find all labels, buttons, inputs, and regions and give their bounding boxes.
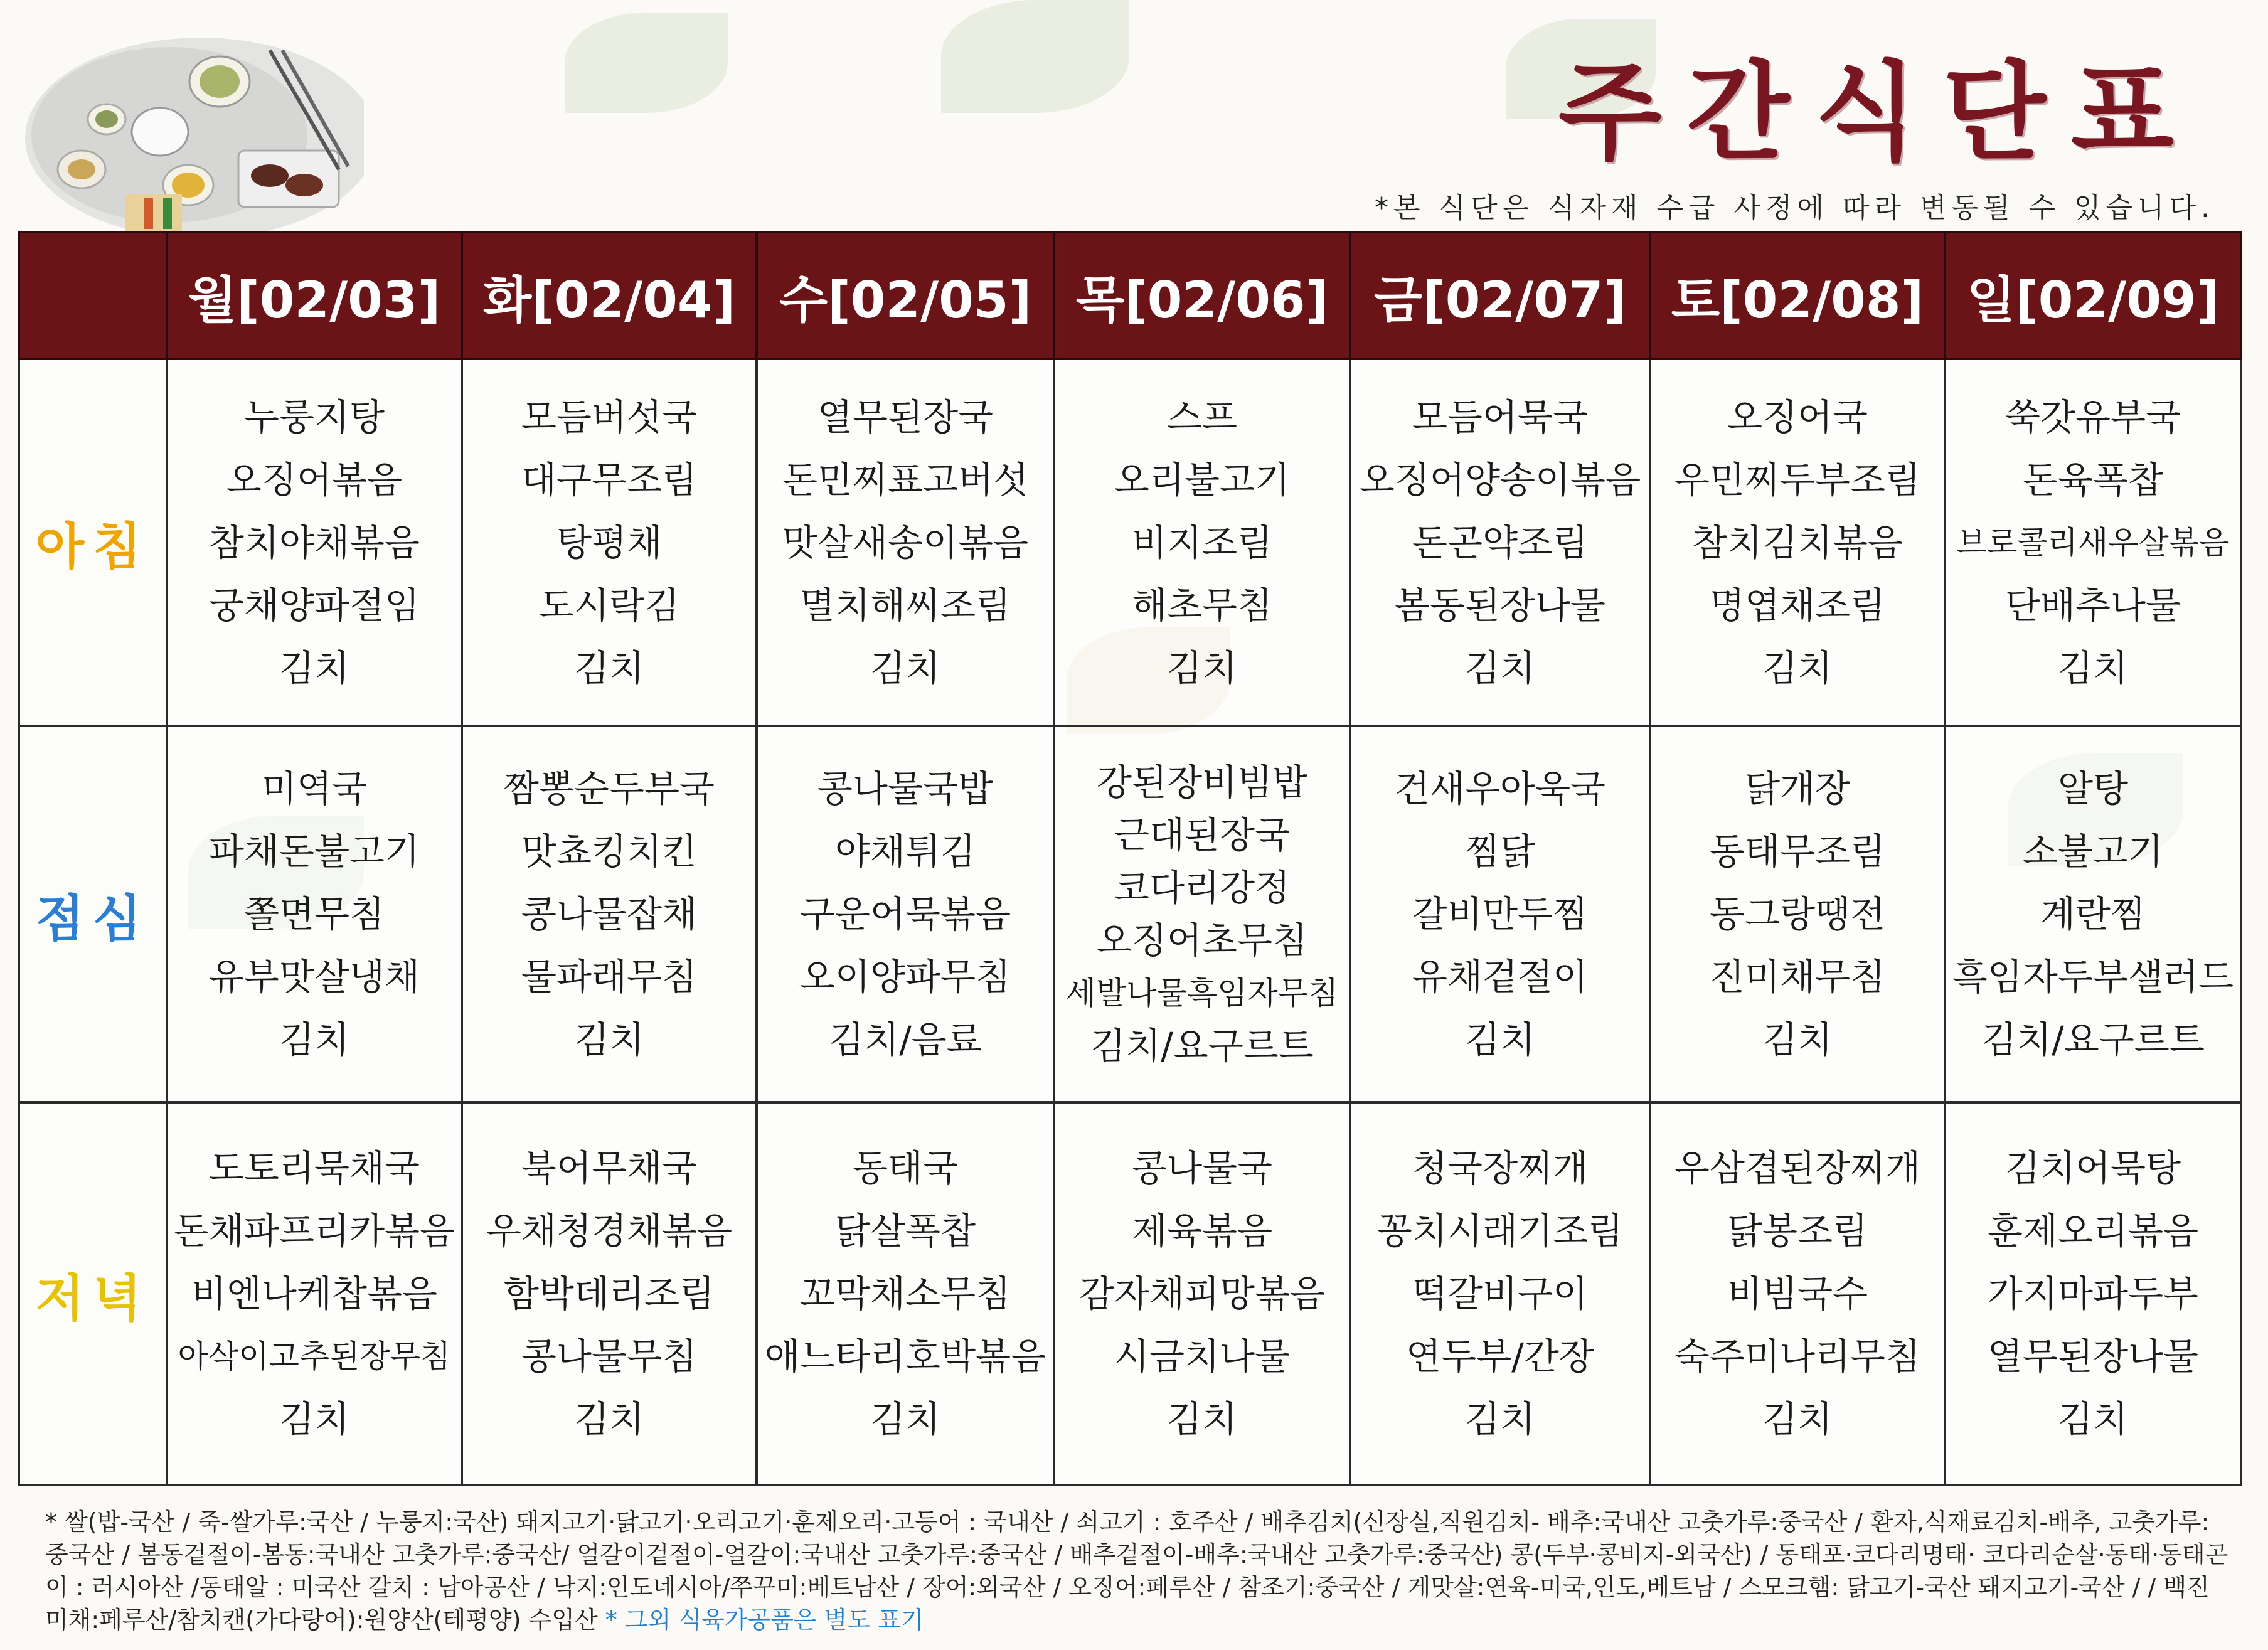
- menu-item: 콩나물국: [1131, 1147, 1273, 1190]
- dinner-row: [19, 1102, 2241, 1485]
- origin-footnote: [45, 1506, 2228, 1636]
- menu-item: 소불고기: [2022, 830, 2164, 873]
- menu-item: 강된장비빔밥: [1096, 761, 1308, 804]
- menu-cell: [1945, 1102, 2241, 1485]
- menu-cell: [167, 1102, 462, 1485]
- menu-item: 계란찜: [2040, 893, 2146, 935]
- menu-item: 가지마파두부: [1987, 1272, 2199, 1315]
- menu-item: 유채겉절이: [1412, 955, 1589, 998]
- menu-item: 도토리묵채국: [208, 1147, 420, 1190]
- menu-item: 멸치해씨조림: [799, 583, 1011, 627]
- menu-item: 아삭이고추된장무침: [178, 1338, 451, 1375]
- day-header-sun: 일[02/09]: [1945, 232, 2241, 359]
- menu-item: 김치: [2057, 1398, 2129, 1440]
- menu-cell: [1054, 359, 1350, 726]
- menu-item: 비지조림: [1131, 521, 1273, 564]
- menu-item: 닭봉조림: [1727, 1210, 1868, 1252]
- menu-item: 숙주미나리무침: [1674, 1335, 1921, 1378]
- menu-cell: [167, 726, 462, 1102]
- menu-item: 알탕: [2057, 767, 2129, 810]
- menu-item: 미역국: [261, 767, 368, 810]
- menu-item: 김치: [573, 646, 645, 689]
- menu-item: 김치: [1762, 1398, 1833, 1440]
- menu-item: 김치: [1166, 1398, 1238, 1440]
- menu-item: 세발나물흑임자무침: [1065, 975, 1339, 1011]
- menu-item: 돈채파프리카볶음: [173, 1210, 455, 1252]
- menu-item: 김치/요구르트: [1090, 1025, 1314, 1067]
- menu-item: 대구무조림: [521, 458, 698, 501]
- menu-cell: [1945, 359, 2241, 726]
- menu-item: 김치: [1464, 1018, 1536, 1061]
- menu-cell: [1054, 726, 1350, 1102]
- menu-item: 훈제오리볶음: [1987, 1210, 2199, 1252]
- menu-cell: [462, 726, 757, 1102]
- menu-cell: [1945, 726, 2241, 1102]
- menu-item: 김치: [1464, 1398, 1536, 1440]
- day-header-fri: 금[02/07]: [1350, 232, 1650, 359]
- menu-item: 김치/음료: [829, 1018, 982, 1061]
- menu-item: 김치: [1464, 646, 1536, 689]
- menu-item: 비엔나케찹볶음: [191, 1272, 438, 1315]
- menu-item: 김치: [279, 1018, 350, 1061]
- menu-item: 동태국: [852, 1147, 959, 1190]
- menu-item: 물파래무침: [521, 955, 698, 998]
- menu-item: 콩나물무침: [521, 1335, 698, 1378]
- menu-item: 꼬막채소무침: [799, 1272, 1011, 1315]
- day-header-thu: 목[02/06]: [1054, 232, 1350, 359]
- menu-cell: [757, 726, 1054, 1102]
- menu-item: 찜닭: [1464, 830, 1536, 873]
- menu-item: 쑥갓유부국: [2004, 395, 2181, 439]
- menu-item: 김치: [1762, 1018, 1833, 1061]
- menu-item: 야채튀김: [834, 830, 976, 873]
- menu-item: 탕평채: [556, 521, 663, 564]
- menu-item: 우채청경채볶음: [486, 1210, 733, 1252]
- menu-cell: [167, 359, 462, 726]
- weekly-menu-table: [18, 231, 2242, 1486]
- meal-label-dinner: 저녁: [19, 1102, 167, 1485]
- menu-item: 비빔국수: [1727, 1272, 1868, 1315]
- menu-item: 오리불고기: [1114, 458, 1291, 501]
- menu-item: 열무된장국: [817, 395, 994, 439]
- day-header-mon: 월[02/03]: [167, 232, 462, 359]
- day-header-sat: 토[02/08]: [1650, 232, 1945, 359]
- header-row: [19, 232, 2241, 359]
- menu-item: 갈비만두찜: [1412, 893, 1589, 935]
- menu-item: 김치: [1166, 646, 1238, 689]
- origin-text: * 쌀(밥-국산 / 죽-쌀가루:국산 / 누룽지:국산) 돼지고기·닭고기·오리고기·훈제오리·고등어 : 국내산 / 쇠고기 : 호주산 / 배추김치(신장실,직원김치- 배추:국내산 고춧가루:중국산 / 환자,식재료김치-배추, 고춧가루:중국산 / 봄동겉절이-봄동:국내산 고춧가루:중국산/ 얼갈이겉절이-얼갈이:국내산 고춧가루:중국산 / 배추겉절이-배추:국내산 고춧가루:중국산) 콩(두부·콩비지-외국산) / 동태포·코다리명태· 코다리순살·동태·동태곤이 : 러시아산 /동태알 : 미국산 갈치 : 남아공산 / 낙지:인도네시아/쭈꾸미:베트남산 / 장어:외국산 / 오징어:페루산 / 참조기:중국산 / 게맛살:연육-미국,인도,베트남 / 스모크햄: 닭고기-국산 돼지고기-국산 / / 백진미채:페루산/참치캔(가다랑어):원양산(테평양) 수입산: [45, 1508, 2228, 1634]
- menu-item: 열무된장나물: [1987, 1335, 2199, 1378]
- menu-item: 김치: [2057, 646, 2129, 689]
- lunch-row: [19, 726, 2241, 1102]
- menu-item: 김치: [573, 1398, 645, 1440]
- menu-item: 오징어볶음: [226, 458, 403, 501]
- day-header-wed: 수[02/05]: [757, 232, 1054, 359]
- meal-label-lunch: 점심: [19, 726, 167, 1102]
- menu-cell: [757, 359, 1054, 726]
- menu-item: 근대된장국: [1114, 814, 1291, 856]
- menu-item: 모듬어묵국: [1412, 395, 1589, 439]
- menu-item: 김치: [573, 1018, 645, 1061]
- menu-item: 북어무채국: [521, 1147, 698, 1190]
- menu-item: 맛살새송이볶음: [782, 521, 1029, 564]
- menu-item: 제육볶음: [1131, 1210, 1273, 1252]
- menu-item: 김치: [1762, 646, 1833, 689]
- menu-cell: [757, 1102, 1054, 1485]
- menu-item: 동태무조림: [1709, 830, 1886, 873]
- menu-item: 단배추나물: [2004, 583, 2181, 627]
- header-corner: [19, 232, 167, 359]
- menu-item: 오징어초무침: [1096, 919, 1308, 962]
- menu-item: 오징어국: [1727, 395, 1868, 439]
- menu-item: 김치: [279, 646, 350, 689]
- menu-item: 진미채무침: [1709, 955, 1886, 998]
- menu-item: 김치어묵탕: [2004, 1147, 2181, 1190]
- menu-cell: [462, 1102, 757, 1485]
- meal-label-breakfast: 아침: [19, 359, 167, 726]
- menu-cell: [1350, 359, 1650, 726]
- menu-cell: [1650, 1102, 1945, 1485]
- menu-item: 유부맛살냉채: [208, 955, 420, 998]
- menu-item: 시금치나물: [1114, 1335, 1291, 1378]
- menu-item: 콩나물국밥: [817, 767, 994, 810]
- menu-item: 스프: [1166, 395, 1238, 439]
- menu-item: 구운어묵볶음: [799, 893, 1011, 935]
- menu-item: 참치야채볶음: [208, 521, 420, 564]
- menu-item: 닭살폭찹: [834, 1210, 976, 1252]
- menu-item: 떡갈비구이: [1412, 1272, 1589, 1315]
- menu-item: 모듬버섯국: [521, 395, 698, 439]
- menu-cell: [1054, 1102, 1350, 1485]
- menu-item: 우민찌두부조림: [1674, 458, 1921, 501]
- menu-item: 코다리강정: [1114, 866, 1291, 909]
- menu-item: 닭개장: [1744, 767, 1851, 810]
- menu-item: 건새우아욱국: [1394, 767, 1606, 810]
- page-title: 주간식단표: [1558, 51, 2199, 175]
- menu-item: 김치: [870, 646, 941, 689]
- menu-item: 봄동된장나물: [1394, 583, 1606, 627]
- menu-item: 해초무침: [1131, 583, 1273, 627]
- menu-item: 명엽채조림: [1709, 583, 1886, 627]
- menu-item: 꽁치시래기조림: [1376, 1210, 1624, 1252]
- menu-item: 돈민찌표고버섯: [782, 458, 1029, 501]
- day-header-tue: 화[02/04]: [462, 232, 757, 359]
- menu-item: 오징어양송이볶음: [1359, 458, 1641, 501]
- menu-cell: [1350, 726, 1650, 1102]
- menu-item: 우삼겹된장찌개: [1674, 1147, 1921, 1190]
- menu-item: 오이양파무침: [799, 955, 1011, 998]
- menu-item: 청국장찌개: [1412, 1147, 1589, 1190]
- menu-item: 참치김치볶음: [1691, 521, 1903, 564]
- menu-item: 흑임자두부샐러드: [1952, 955, 2234, 998]
- menu-item: 브로콜리새우살볶음: [1956, 524, 2230, 561]
- menu-cell: [462, 359, 757, 726]
- menu-item: 연두부/간장: [1406, 1335, 1594, 1378]
- menu-cell: [1650, 359, 1945, 726]
- breakfast-row: [19, 359, 2241, 726]
- menu-item: 김치: [279, 1398, 350, 1440]
- menu-item: 콩나물잡채: [521, 893, 698, 935]
- menu-item: 애느타리호박볶음: [764, 1335, 1046, 1378]
- menu-item: 누룽지탕: [243, 395, 385, 439]
- background-leaf: [941, 0, 1129, 113]
- menu-item: 김치: [870, 1398, 941, 1440]
- menu-item: 돈육폭찹: [2022, 458, 2164, 501]
- menu-item: 김치/요구르트: [1981, 1018, 2205, 1061]
- menu-item: 돈곤약조림: [1412, 521, 1589, 564]
- menu-item: 함박데리조림: [503, 1272, 715, 1315]
- menu-item: 감자채피망볶음: [1078, 1272, 1326, 1315]
- menu-item: 쫄면무침: [243, 893, 385, 935]
- menu-change-notice: *본 식단은 식자재 수급 사정에 따라 변동될 수 있습니다.: [1375, 192, 2215, 224]
- food-photo: [13, 25, 364, 232]
- background-leaf: [565, 13, 728, 113]
- menu-item: 궁채양파절임: [208, 583, 420, 627]
- menu-item: 짬뽕순두부국: [503, 767, 715, 810]
- origin-highlight: * 그외 식육가공품은 별도 표기: [605, 1606, 924, 1634]
- menu-item: 도시락김: [538, 583, 680, 627]
- menu-cell: [1650, 726, 1945, 1102]
- menu-item: 맛쵸킹치킨: [521, 830, 698, 873]
- menu-item: 동그랑땡전: [1709, 893, 1886, 935]
- menu-item: 파채돈불고기: [208, 830, 420, 873]
- menu-cell: [1350, 1102, 1650, 1485]
